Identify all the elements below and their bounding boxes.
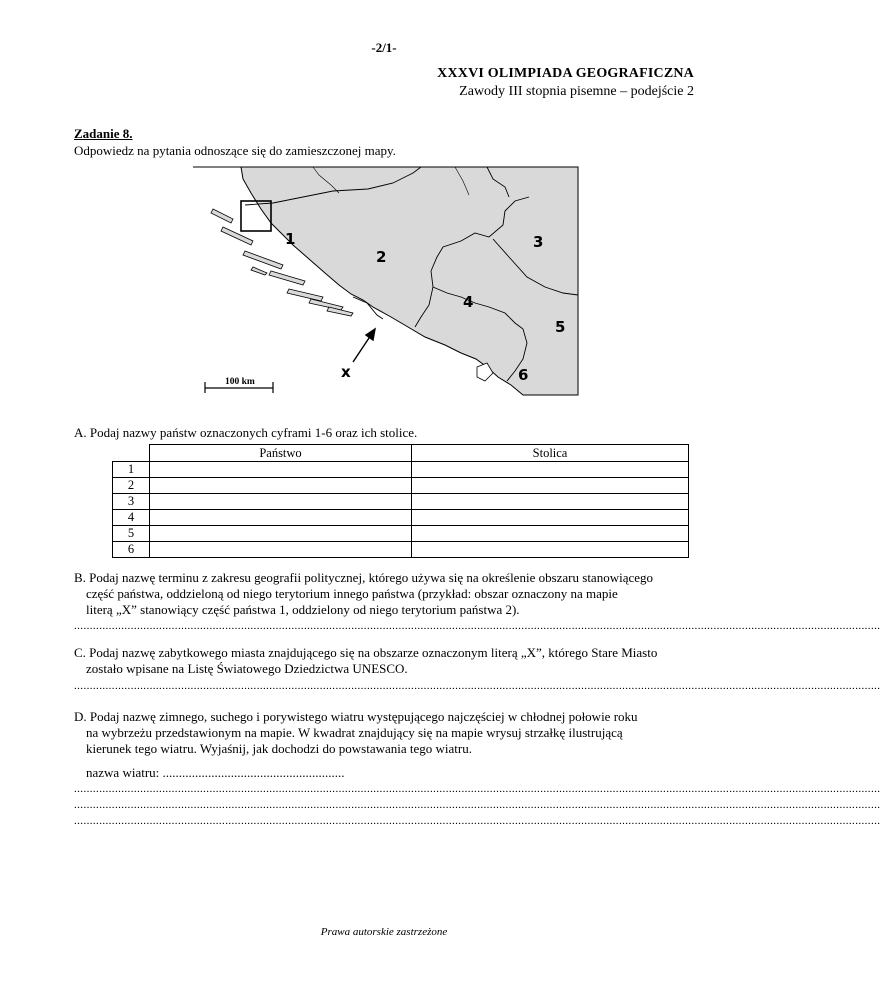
map-label-5: 5: [555, 318, 566, 336]
copyright-footer: Prawa autorskie zastrzeżone: [320, 926, 448, 938]
answer-line-c[interactable]: ................................................................................................................................................................................................................................................................: [74, 680, 880, 692]
row-number: 6: [113, 542, 150, 558]
capital-cell[interactable]: [412, 542, 689, 558]
capital-cell[interactable]: [412, 510, 689, 526]
question-d-line-1: D. Podaj nazwę zimnego, suchego i porywistego wiatru występującego najczęściej w chłodnej połowie roku: [74, 709, 638, 724]
answer-line-d2[interactable]: ................................................................................................................................................................................................................................................................: [74, 799, 880, 811]
map-label-2: 2: [376, 248, 387, 266]
table-row: [113, 462, 689, 478]
question-d-line-2: na wybrzeżu przedstawionym na mapie. W kwadrat znajdujący się na mapie wrysuj strzałkę ilustrującą: [86, 725, 623, 740]
col-header-state: Państwo: [150, 445, 412, 462]
task-title: Zadanie 8.: [74, 126, 133, 141]
state-cell[interactable]: [150, 478, 412, 494]
table-row: [113, 478, 689, 494]
map-label-6: 6: [518, 366, 529, 384]
capital-cell[interactable]: [412, 526, 689, 542]
table-row: [113, 494, 689, 510]
col-header-capital: Stolica: [412, 445, 689, 462]
question-c-line-2: zostało wpisane na Listę Światowego Dziedzictwa UNESCO.: [86, 661, 408, 676]
state-cell[interactable]: [150, 510, 412, 526]
question-d-line-3: kierunek tego wiatru. Wyjaśnij, jak dochodzi do powstawania tego wiatru.: [86, 741, 472, 756]
question-b-line-2: część państwa, oddzieloną od niego terytorium innego państwa (przykład: obszar oznaczony na mapie: [86, 586, 618, 601]
question-b-line-1: B. Podaj nazwę terminu z zakresu geografii politycznej, którego używa się na określenie obszaru stanowiącego: [74, 570, 654, 585]
table-row: [113, 526, 689, 542]
page-number: -2/1-: [371, 40, 397, 55]
state-cell[interactable]: [150, 494, 412, 510]
state-cell[interactable]: [150, 542, 412, 558]
map-label-x: x: [341, 363, 351, 381]
olympiad-subtitle: Zawody III stopnia pisemne – podejście 2: [459, 84, 694, 99]
row-number: 1: [113, 462, 150, 478]
row-number: 3: [113, 494, 150, 510]
table-row: [113, 510, 689, 526]
answer-line-d3[interactable]: ................................................................................................................................................................................................................................................................: [74, 815, 880, 827]
question-c-line-1: C. Podaj nazwę zabytkowego miasta znajdującego się na obszarze oznaczonym literą „X”, którego Stare Miasto: [74, 645, 658, 660]
map-label-1: 1: [285, 230, 296, 248]
question-d: [74, 709, 698, 757]
question-b-line-3: literą „X” stanowiący część państwa 1, oddzielony od niego terytorium państwa 2).: [86, 602, 520, 617]
wind-name-field[interactable]: nazwa wiatru: ........................................................: [86, 765, 345, 780]
olympiad-title: XXXVI OLIMPIADA GEOGRAFICZNA: [437, 66, 694, 81]
task-intro: Odpowiedz na pytania odnoszące się do zamieszczonej mapy.: [74, 143, 396, 158]
question-b: [74, 570, 698, 618]
table-row: [113, 542, 689, 558]
answer-line-b[interactable]: ................................................................................................................................................................................................................................................................: [74, 620, 880, 632]
question-c: [74, 645, 698, 677]
map-label-3: 3: [533, 233, 544, 251]
capital-cell[interactable]: [412, 462, 689, 478]
answer-table: [112, 444, 689, 558]
scale-label: 100 km: [225, 377, 255, 387]
state-cell[interactable]: [150, 462, 412, 478]
row-number: 2: [113, 478, 150, 494]
answer-line-d1[interactable]: ................................................................................................................................................................................................................................................................: [74, 783, 880, 795]
question-a: A. Podaj nazwy państw oznaczonych cyframi 1-6 oraz ich stolice.: [74, 425, 418, 440]
row-number: 4: [113, 510, 150, 526]
map-label-4: 4: [463, 293, 474, 311]
table-corner: [113, 445, 150, 462]
state-cell[interactable]: [150, 526, 412, 542]
row-number: 5: [113, 526, 150, 542]
balkan-map: [193, 167, 578, 395]
capital-cell[interactable]: [412, 494, 689, 510]
capital-cell[interactable]: [412, 478, 689, 494]
